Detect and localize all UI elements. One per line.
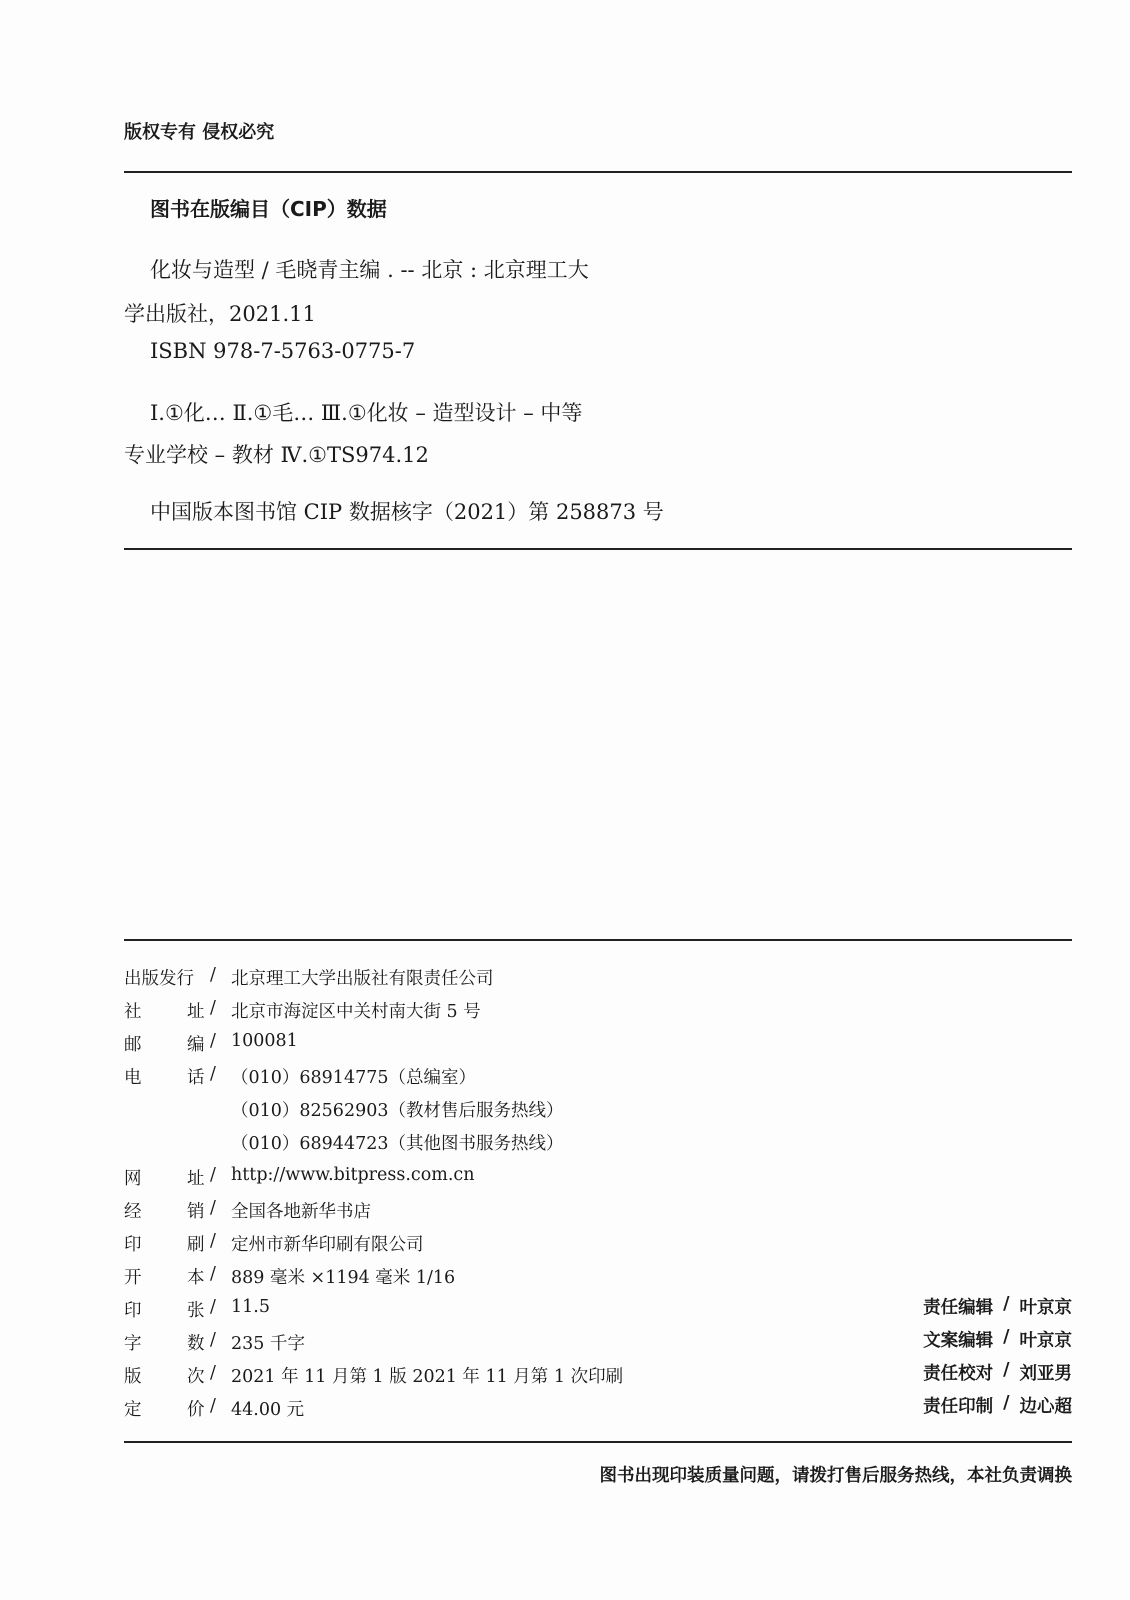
separator: / bbox=[210, 1064, 216, 1084]
separator: / bbox=[210, 965, 216, 985]
sheets-value: 11.5 bbox=[231, 1297, 270, 1317]
separator: / bbox=[210, 1198, 216, 1218]
distributor-label-2: 销 bbox=[187, 1202, 205, 1222]
isbn: ISBN 978-7-5763-0775-7 bbox=[150, 339, 416, 363]
info-row-postcode bbox=[124, 1031, 724, 1061]
distributor-label-1: 经 bbox=[124, 1202, 142, 1222]
info-row-address bbox=[124, 998, 724, 1028]
cip-divider bbox=[124, 548, 1072, 550]
cip-title: 图书在版编目（CIP）数据 bbox=[150, 197, 387, 221]
words-label-1: 字 bbox=[124, 1334, 142, 1354]
price-label-1: 定 bbox=[124, 1400, 142, 1420]
info-row-phone bbox=[124, 1064, 724, 1094]
info-row-words bbox=[124, 1330, 724, 1360]
info-row-publisher bbox=[124, 965, 724, 995]
editor-role: 责任校对 bbox=[923, 1364, 994, 1384]
info-row-sheets bbox=[124, 1297, 724, 1327]
editor-row bbox=[923, 1360, 1072, 1390]
words-label-2: 数 bbox=[187, 1334, 205, 1354]
printer-value: 定州市新华印刷有限公司 bbox=[231, 1235, 424, 1255]
phone-value-1: （010）68914775（总编室） bbox=[231, 1068, 476, 1088]
address-label-2: 址 bbox=[187, 1002, 205, 1022]
separator: / bbox=[210, 1165, 216, 1185]
printer-label-1: 印 bbox=[124, 1235, 142, 1255]
separator: / bbox=[210, 1231, 216, 1251]
header-divider bbox=[124, 171, 1072, 173]
separator: / bbox=[210, 1330, 216, 1350]
copyright-notice: 版权专有 侵权必究 bbox=[124, 122, 275, 143]
price-value: 44.00 元 bbox=[231, 1400, 305, 1420]
format-label-2: 本 bbox=[187, 1268, 205, 1288]
sheets-label-1: 印 bbox=[124, 1301, 142, 1321]
separator: / bbox=[1003, 1360, 1010, 1380]
editor-name: 刘亚男 bbox=[1019, 1364, 1072, 1384]
info-row-price bbox=[124, 1396, 724, 1426]
separator: / bbox=[210, 1297, 216, 1317]
info-row-website bbox=[124, 1165, 724, 1195]
editor-name: 边心超 bbox=[1019, 1397, 1072, 1417]
classification-line-1: Ⅰ.①化… Ⅱ.①毛… Ⅲ.①化妆 – 造型设计 – 中等 bbox=[150, 401, 583, 425]
phone-label-1: 电 bbox=[124, 1068, 142, 1088]
address-value: 北京市海淀区中关村南大街 5 号 bbox=[231, 1002, 481, 1022]
info-row-printer bbox=[124, 1231, 724, 1261]
cip-line-1: 化妆与造型 / 毛晓青主编 . -- 北京 : 北京理工大 bbox=[150, 258, 589, 282]
price-label-2: 价 bbox=[187, 1400, 205, 1420]
cip-record-number: 中国版本图书馆 CIP 数据核字（2021）第 258873 号 bbox=[150, 500, 664, 524]
editor-name: 叶京京 bbox=[1019, 1298, 1072, 1318]
info-top-divider bbox=[124, 939, 1072, 941]
editor-row bbox=[923, 1327, 1072, 1357]
info-bottom-divider bbox=[124, 1441, 1072, 1443]
info-row-edition bbox=[124, 1363, 724, 1393]
editor-role: 文案编辑 bbox=[923, 1331, 994, 1351]
address-label-1: 社 bbox=[124, 1002, 142, 1022]
publisher-label: 出版发行 bbox=[124, 969, 194, 989]
separator: / bbox=[1003, 1294, 1010, 1314]
sheets-label-2: 张 bbox=[187, 1301, 205, 1321]
info-row-phone-2 bbox=[124, 1097, 724, 1127]
quality-notice: 图书出现印装质量问题，请拨打售后服务热线，本社负责调换 bbox=[599, 1466, 1072, 1486]
website-label-2: 址 bbox=[187, 1169, 205, 1189]
publisher-value: 北京理工大学出版社有限责任公司 bbox=[231, 969, 494, 989]
separator: / bbox=[1003, 1327, 1010, 1347]
distributor-value: 全国各地新华书店 bbox=[231, 1202, 371, 1222]
classification-line-2: 专业学校 – 教材 Ⅳ.①TS974.12 bbox=[124, 443, 429, 467]
separator: / bbox=[210, 998, 216, 1018]
info-row-format bbox=[124, 1264, 724, 1294]
website-value: http://www.bitpress.com.cn bbox=[231, 1165, 475, 1185]
edition-value: 2021 年 11 月第 1 版 2021 年 11 月第 1 次印刷 bbox=[231, 1367, 624, 1387]
editor-name: 叶京京 bbox=[1019, 1331, 1072, 1351]
separator: / bbox=[210, 1363, 216, 1383]
website-label-1: 网 bbox=[124, 1169, 142, 1189]
separator: / bbox=[210, 1031, 216, 1051]
separator: / bbox=[1003, 1393, 1010, 1413]
phone-value-3: （010）68944723（其他图书服务热线） bbox=[231, 1134, 564, 1154]
cip-line-2: 学出版社，2021.11 bbox=[124, 302, 316, 326]
words-value: 235 千字 bbox=[231, 1334, 305, 1354]
format-value: 889 毫米 ×1194 毫米 1/16 bbox=[231, 1268, 456, 1288]
editor-role: 责任印制 bbox=[923, 1397, 994, 1417]
postcode-label-2: 编 bbox=[187, 1035, 205, 1055]
edition-label-1: 版 bbox=[124, 1367, 142, 1387]
editor-row bbox=[923, 1294, 1072, 1324]
postcode-label-1: 邮 bbox=[124, 1035, 142, 1055]
separator: / bbox=[210, 1396, 216, 1416]
editor-role: 责任编辑 bbox=[923, 1298, 994, 1318]
editor-row bbox=[923, 1393, 1072, 1423]
info-row-distributor bbox=[124, 1198, 724, 1228]
printer-label-2: 刷 bbox=[187, 1235, 205, 1255]
separator: / bbox=[210, 1264, 216, 1284]
edition-label-2: 次 bbox=[187, 1367, 205, 1387]
phone-label-2: 话 bbox=[187, 1068, 205, 1088]
phone-value-2: （010）82562903（教材售后服务热线） bbox=[231, 1101, 564, 1121]
postcode-value: 100081 bbox=[231, 1031, 298, 1051]
format-label-1: 开 bbox=[124, 1268, 142, 1288]
info-row-phone-3 bbox=[124, 1130, 724, 1160]
